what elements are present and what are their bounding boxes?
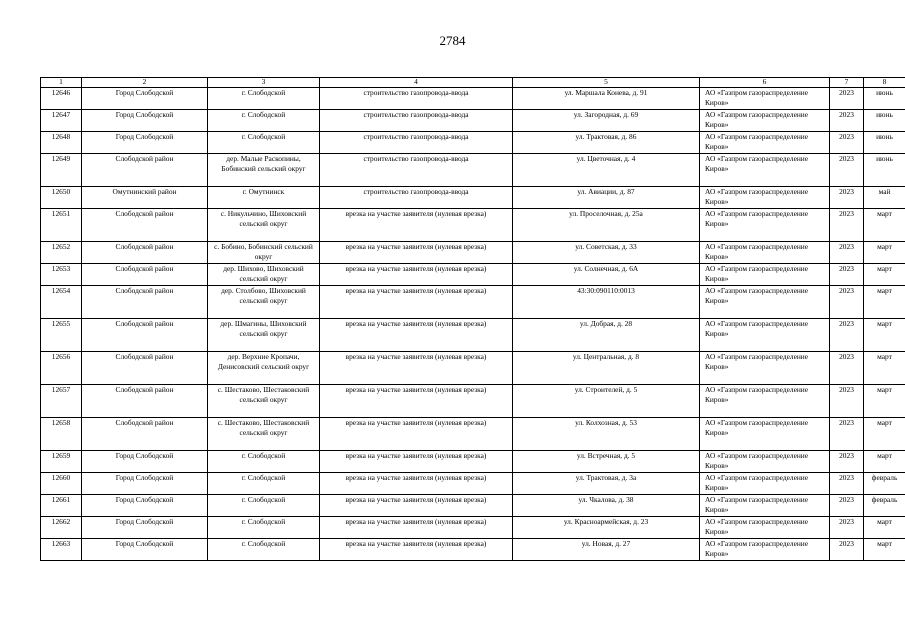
col-header-8: 8 xyxy=(864,78,905,88)
cell-year: 2023 xyxy=(830,451,864,473)
cell-work-type: врезка на участке заявителя (нулевая врезка) xyxy=(320,264,513,286)
table-body xyxy=(41,88,905,561)
cell-row-number: 12657 xyxy=(41,385,82,418)
cell-work-type: врезка на участке заявителя (нулевая врезка) xyxy=(320,242,513,264)
cell-organization: АО «Газпром газораспределение Киров» xyxy=(700,209,830,242)
cell-month: март xyxy=(864,517,905,539)
cell-address: ул. Цветочная, д. 4 xyxy=(513,154,700,187)
cell-organization: АО «Газпром газораспределение Киров» xyxy=(700,154,830,187)
cell-work-type: врезка на участке заявителя (нулевая врезка) xyxy=(320,451,513,473)
table-row xyxy=(41,385,905,418)
cell-month: март xyxy=(864,418,905,451)
cell-organization: АО «Газпром газораспределение Киров» xyxy=(700,385,830,418)
table-row xyxy=(41,187,905,209)
table-row xyxy=(41,88,905,110)
cell-organization: АО «Газпром газораспределение Киров» xyxy=(700,473,830,495)
cell-row-number: 12662 xyxy=(41,517,82,539)
cell-year: 2023 xyxy=(830,88,864,110)
col-header-1: 1 xyxy=(41,78,82,88)
cell-month: март xyxy=(864,352,905,385)
cell-organization: АО «Газпром газораспределение Киров» xyxy=(700,352,830,385)
table-row xyxy=(41,264,905,286)
cell-organization: АО «Газпром газораспределение Киров» xyxy=(700,264,830,286)
cell-work-type: врезка на участке заявителя (нулевая врезка) xyxy=(320,209,513,242)
cell-municipality: Город Слободской xyxy=(82,517,208,539)
cell-year: 2023 xyxy=(830,495,864,517)
cell-row-number: 12647 xyxy=(41,110,82,132)
cell-address: ул. Центральная, д. 8 xyxy=(513,352,700,385)
col-header-2: 2 xyxy=(82,78,208,88)
cell-municipality: Город Слободской xyxy=(82,473,208,495)
cell-work-type: строительство газопровода-ввода xyxy=(320,132,513,154)
cell-settlement: с. Никульчино, Шиховский сельский округ xyxy=(208,209,320,242)
table-row xyxy=(41,132,905,154)
cell-work-type: врезка на участке заявителя (нулевая врезка) xyxy=(320,495,513,517)
cell-month: март xyxy=(864,451,905,473)
cell-year: 2023 xyxy=(830,154,864,187)
cell-municipality: Слободской район xyxy=(82,418,208,451)
table-row xyxy=(41,242,905,264)
cell-settlement: г. Слободской xyxy=(208,539,320,561)
table-row xyxy=(41,209,905,242)
cell-year: 2023 xyxy=(830,473,864,495)
cell-month: июнь xyxy=(864,88,905,110)
cell-municipality: Город Слободской xyxy=(82,451,208,473)
cell-month: февраль xyxy=(864,473,905,495)
cell-row-number: 12659 xyxy=(41,451,82,473)
cell-address: ул. Авиации, д. 87 xyxy=(513,187,700,209)
table-row xyxy=(41,352,905,385)
cell-row-number: 12648 xyxy=(41,132,82,154)
cell-address: ул. Загородная, д. 69 xyxy=(513,110,700,132)
col-header-5: 5 xyxy=(513,78,700,88)
cell-address: ул. Солнечная, д. 6А xyxy=(513,264,700,286)
cell-month: март xyxy=(864,385,905,418)
cell-row-number: 12655 xyxy=(41,319,82,352)
cell-row-number: 12651 xyxy=(41,209,82,242)
cell-year: 2023 xyxy=(830,242,864,264)
cell-row-number: 12654 xyxy=(41,286,82,319)
registry-table xyxy=(40,77,905,561)
cell-municipality: Слободской район xyxy=(82,264,208,286)
cell-work-type: строительство газопровода-ввода xyxy=(320,88,513,110)
cell-row-number: 12652 xyxy=(41,242,82,264)
cell-row-number: 12663 xyxy=(41,539,82,561)
cell-year: 2023 xyxy=(830,187,864,209)
cell-year: 2023 xyxy=(830,539,864,561)
cell-work-type: врезка на участке заявителя (нулевая врезка) xyxy=(320,319,513,352)
cell-settlement: г. Слободской xyxy=(208,110,320,132)
cell-municipality: Слободской район xyxy=(82,242,208,264)
cell-organization: АО «Газпром газораспределение Киров» xyxy=(700,517,830,539)
col-header-6: 6 xyxy=(700,78,830,88)
table-row xyxy=(41,473,905,495)
header-row xyxy=(41,78,905,88)
cell-address: ул. Добрая, д. 28 xyxy=(513,319,700,352)
cell-address: ул. Строителей, д. 5 xyxy=(513,385,700,418)
cell-organization: АО «Газпром газораспределение Киров» xyxy=(700,319,830,352)
cell-work-type: врезка на участке заявителя (нулевая врезка) xyxy=(320,385,513,418)
cell-settlement: г. Слободской xyxy=(208,451,320,473)
cell-municipality: Город Слободской xyxy=(82,110,208,132)
cell-settlement: г. Омутнинск xyxy=(208,187,320,209)
cell-municipality: Слободской район xyxy=(82,352,208,385)
cell-row-number: 12658 xyxy=(41,418,82,451)
col-header-3: 3 xyxy=(208,78,320,88)
table-row xyxy=(41,418,905,451)
cell-organization: АО «Газпром газораспределение Киров» xyxy=(700,110,830,132)
cell-month: март xyxy=(864,286,905,319)
cell-settlement: дер. Верхние Кропачи, Денисовский сельский округ xyxy=(208,352,320,385)
cell-municipality: Город Слободской xyxy=(82,132,208,154)
cell-address: ул. Проселочная, д. 25а xyxy=(513,209,700,242)
cell-work-type: врезка на участке заявителя (нулевая врезка) xyxy=(320,539,513,561)
cell-address: ул. Советская, д. 33 xyxy=(513,242,700,264)
cell-organization: АО «Газпром газораспределение Киров» xyxy=(700,242,830,264)
cell-month: февраль xyxy=(864,495,905,517)
cell-municipality: Город Слободской xyxy=(82,539,208,561)
cell-settlement: г. Слободской xyxy=(208,473,320,495)
cell-settlement: г. Слободской xyxy=(208,517,320,539)
cell-row-number: 12656 xyxy=(41,352,82,385)
cell-address: ул. Трактовая, д. 86 xyxy=(513,132,700,154)
cell-municipality: Слободской район xyxy=(82,385,208,418)
cell-address: ул. Красноармейская, д. 23 xyxy=(513,517,700,539)
cell-row-number: 12653 xyxy=(41,264,82,286)
table-row xyxy=(41,154,905,187)
cell-month: март xyxy=(864,209,905,242)
cell-municipality: Слободской район xyxy=(82,154,208,187)
cell-work-type: врезка на участке заявителя (нулевая врезка) xyxy=(320,418,513,451)
cell-settlement: дер. Столбово, Шиховский сельский округ xyxy=(208,286,320,319)
cell-month: июнь xyxy=(864,132,905,154)
table-row xyxy=(41,286,905,319)
cell-organization: АО «Газпром газораспределение Киров» xyxy=(700,451,830,473)
cell-work-type: врезка на участке заявителя (нулевая врезка) xyxy=(320,473,513,495)
cell-municipality: Омутнинский район xyxy=(82,187,208,209)
cell-year: 2023 xyxy=(830,132,864,154)
cell-address: ул. Новая, д. 27 xyxy=(513,539,700,561)
cell-organization: АО «Газпром газораспределение Киров» xyxy=(700,286,830,319)
table-row xyxy=(41,451,905,473)
cell-organization: АО «Газпром газораспределение Киров» xyxy=(700,187,830,209)
cell-row-number: 12660 xyxy=(41,473,82,495)
table-row xyxy=(41,319,905,352)
cell-year: 2023 xyxy=(830,264,864,286)
cell-address: ул. Трактовая, д. 3а xyxy=(513,473,700,495)
cell-work-type: врезка на участке заявителя (нулевая врезка) xyxy=(320,517,513,539)
cell-month: март xyxy=(864,264,905,286)
cell-work-type: строительство газопровода-ввода xyxy=(320,187,513,209)
cell-organization: АО «Газпром газораспределение Киров» xyxy=(700,88,830,110)
cell-municipality: Слободской район xyxy=(82,286,208,319)
cell-organization: АО «Газпром газораспределение Киров» xyxy=(700,418,830,451)
cell-settlement: дер. Шмагины, Шиховский сельский округ xyxy=(208,319,320,352)
cell-month: март xyxy=(864,242,905,264)
cell-year: 2023 xyxy=(830,517,864,539)
cell-year: 2023 xyxy=(830,286,864,319)
cell-month: июнь xyxy=(864,154,905,187)
cell-organization: АО «Газпром газораспределение Киров» xyxy=(700,495,830,517)
page-number: 2784 xyxy=(439,33,466,48)
col-header-7: 7 xyxy=(830,78,864,88)
cell-settlement: г. Слободской xyxy=(208,88,320,110)
cell-row-number: 12661 xyxy=(41,495,82,517)
cell-settlement: г. Слободской xyxy=(208,495,320,517)
cell-row-number: 12650 xyxy=(41,187,82,209)
cell-month: июнь xyxy=(864,110,905,132)
cell-municipality: Город Слободской xyxy=(82,495,208,517)
cell-year: 2023 xyxy=(830,110,864,132)
cell-year: 2023 xyxy=(830,319,864,352)
col-header-4: 4 xyxy=(320,78,513,88)
cell-municipality: Слободской район xyxy=(82,209,208,242)
cell-organization: АО «Газпром газораспределение Киров» xyxy=(700,132,830,154)
table-row xyxy=(41,517,905,539)
cell-settlement: с. Шестаково, Шестаковский сельский округ xyxy=(208,385,320,418)
cell-work-type: врезка на участке заявителя (нулевая врезка) xyxy=(320,352,513,385)
cell-settlement: г. Слободской xyxy=(208,132,320,154)
cell-address: ул. Чкалова, д. 38 xyxy=(513,495,700,517)
cell-month: март xyxy=(864,319,905,352)
cell-month: май xyxy=(864,187,905,209)
cell-work-type: строительство газопровода-ввода xyxy=(320,154,513,187)
cell-settlement: с. Шестаково, Шестаковский сельский округ xyxy=(208,418,320,451)
cell-settlement: дер. Малые Раскопины, Бобинский сельский округ xyxy=(208,154,320,187)
cell-settlement: дер. Шихово, Шиховский сельский округ xyxy=(208,264,320,286)
cell-year: 2023 xyxy=(830,352,864,385)
cell-address: ул. Встречная, д. 5 xyxy=(513,451,700,473)
cell-organization: АО «Газпром газораспределение Киров» xyxy=(700,539,830,561)
cell-row-number: 12646 xyxy=(41,88,82,110)
table-row xyxy=(41,110,905,132)
cell-work-type: врезка на участке заявителя (нулевая врезка) xyxy=(320,286,513,319)
cell-year: 2023 xyxy=(830,418,864,451)
cell-address: ул. Колхозная, д. 53 xyxy=(513,418,700,451)
cell-year: 2023 xyxy=(830,385,864,418)
table-row xyxy=(41,495,905,517)
cell-municipality: Слободской район xyxy=(82,319,208,352)
cell-settlement: с. Бобино, Бобинский сельский округ xyxy=(208,242,320,264)
cell-month: март xyxy=(864,539,905,561)
table-row xyxy=(41,539,905,561)
cell-address: 43:30:090110:0013 xyxy=(513,286,700,319)
cell-row-number: 12649 xyxy=(41,154,82,187)
cell-municipality: Город Слободской xyxy=(82,88,208,110)
cell-address: ул. Маршала Конева, д. 91 xyxy=(513,88,700,110)
cell-work-type: строительство газопровода-ввода xyxy=(320,110,513,132)
cell-year: 2023 xyxy=(830,209,864,242)
